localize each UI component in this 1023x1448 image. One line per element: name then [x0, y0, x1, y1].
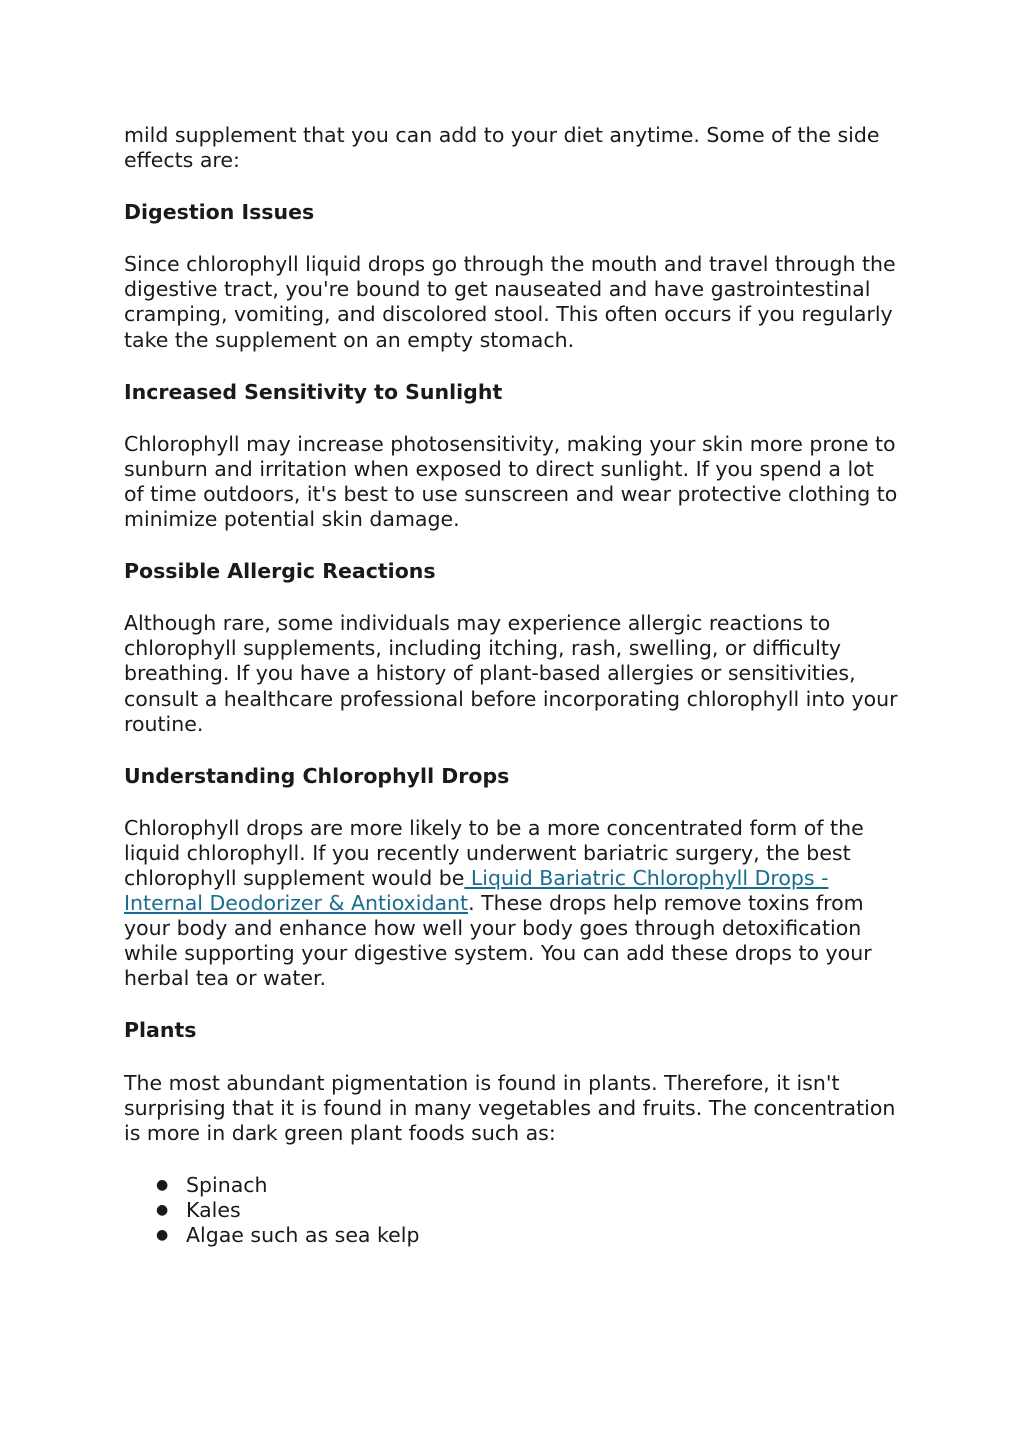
heading-plants: Plants: [124, 1018, 197, 1043]
drops-text-after-link: . These drops help remove toxins from your body and enhance how well your body goes through detoxification while supporting your digestive system. You can add these drops to your herbal tea or water.: [124, 891, 872, 991]
heading-allergic-reactions: Possible Allergic Reactions: [124, 559, 436, 584]
list-item-label: Algae such as sea kelp: [186, 1223, 420, 1247]
list-item: [156, 1172, 899, 1198]
heading-sunlight-sensitivity: Increased Sensitivity to Sunlight: [124, 379, 503, 404]
list-item: [156, 1223, 899, 1248]
bullet-icon: ●: [156, 1176, 169, 1193]
paragraph-plants: The most abundant pigmentation is found in plants. Therefore, it isn't surprising that it is found in many vegetables and fruits. The concentration is more in dark green plant foods such as:: [124, 1070, 896, 1145]
list-item-label: Kales: [186, 1197, 241, 1222]
plant-foods-list: [124, 1173, 899, 1248]
paragraph-allergic-reactions: Although rare, some individuals may experience allergic reactions to chlorophyll supplements, including itching, rash, swelling, or difficulty breathing. If you have a history of plant-based allergies or sensitivities, consult a healthcare professional before incorporating chlorophyll into your routine.: [124, 611, 898, 736]
paragraph-digestion-issues: Since chlorophyll liquid drops go through the mouth and travel through the digestive tract, you're bound to get nauseated and have gastrointestinal cramping, vomiting, and discolored stool. This often occurs if you regularly take the supplement on an empty stomach.: [124, 252, 896, 352]
bullet-icon: ●: [156, 1201, 169, 1218]
intro-paragraph: mild supplement that you can add to your diet anytime. Some of the side effects are:: [124, 123, 880, 173]
document-page: [124, 123, 899, 1248]
heading-digestion-issues: Digestion Issues: [124, 200, 315, 225]
paragraph-chlorophyll-drops: [124, 816, 899, 992]
paragraph-sunlight-sensitivity: Chlorophyll may increase photosensitivity, making your skin more prone to sunburn and irritation when exposed to direct sunlight. If you spend a lot of time outdoors, it's best to use sunscreen and wear protective clothing to minimize potential skin damage.: [124, 431, 898, 532]
list-item: [156, 1197, 899, 1223]
heading-chlorophyll-drops: Understanding Chlorophyll Drops: [124, 763, 510, 788]
list-item-label: Spinach: [186, 1172, 268, 1197]
product-link[interactable]: Liquid Bariatric Chlorophyll Drops - Internal Deodorizer & Antioxidant: [124, 865, 829, 916]
drops-text-before-link: Chlorophyll drops are more likely to be a more concentrated form of the liquid chlorophyll. If you recently underwent bariatric surgery, the best chlorophyll supplement would be: [124, 815, 864, 890]
bullet-icon: ●: [156, 1227, 169, 1243]
